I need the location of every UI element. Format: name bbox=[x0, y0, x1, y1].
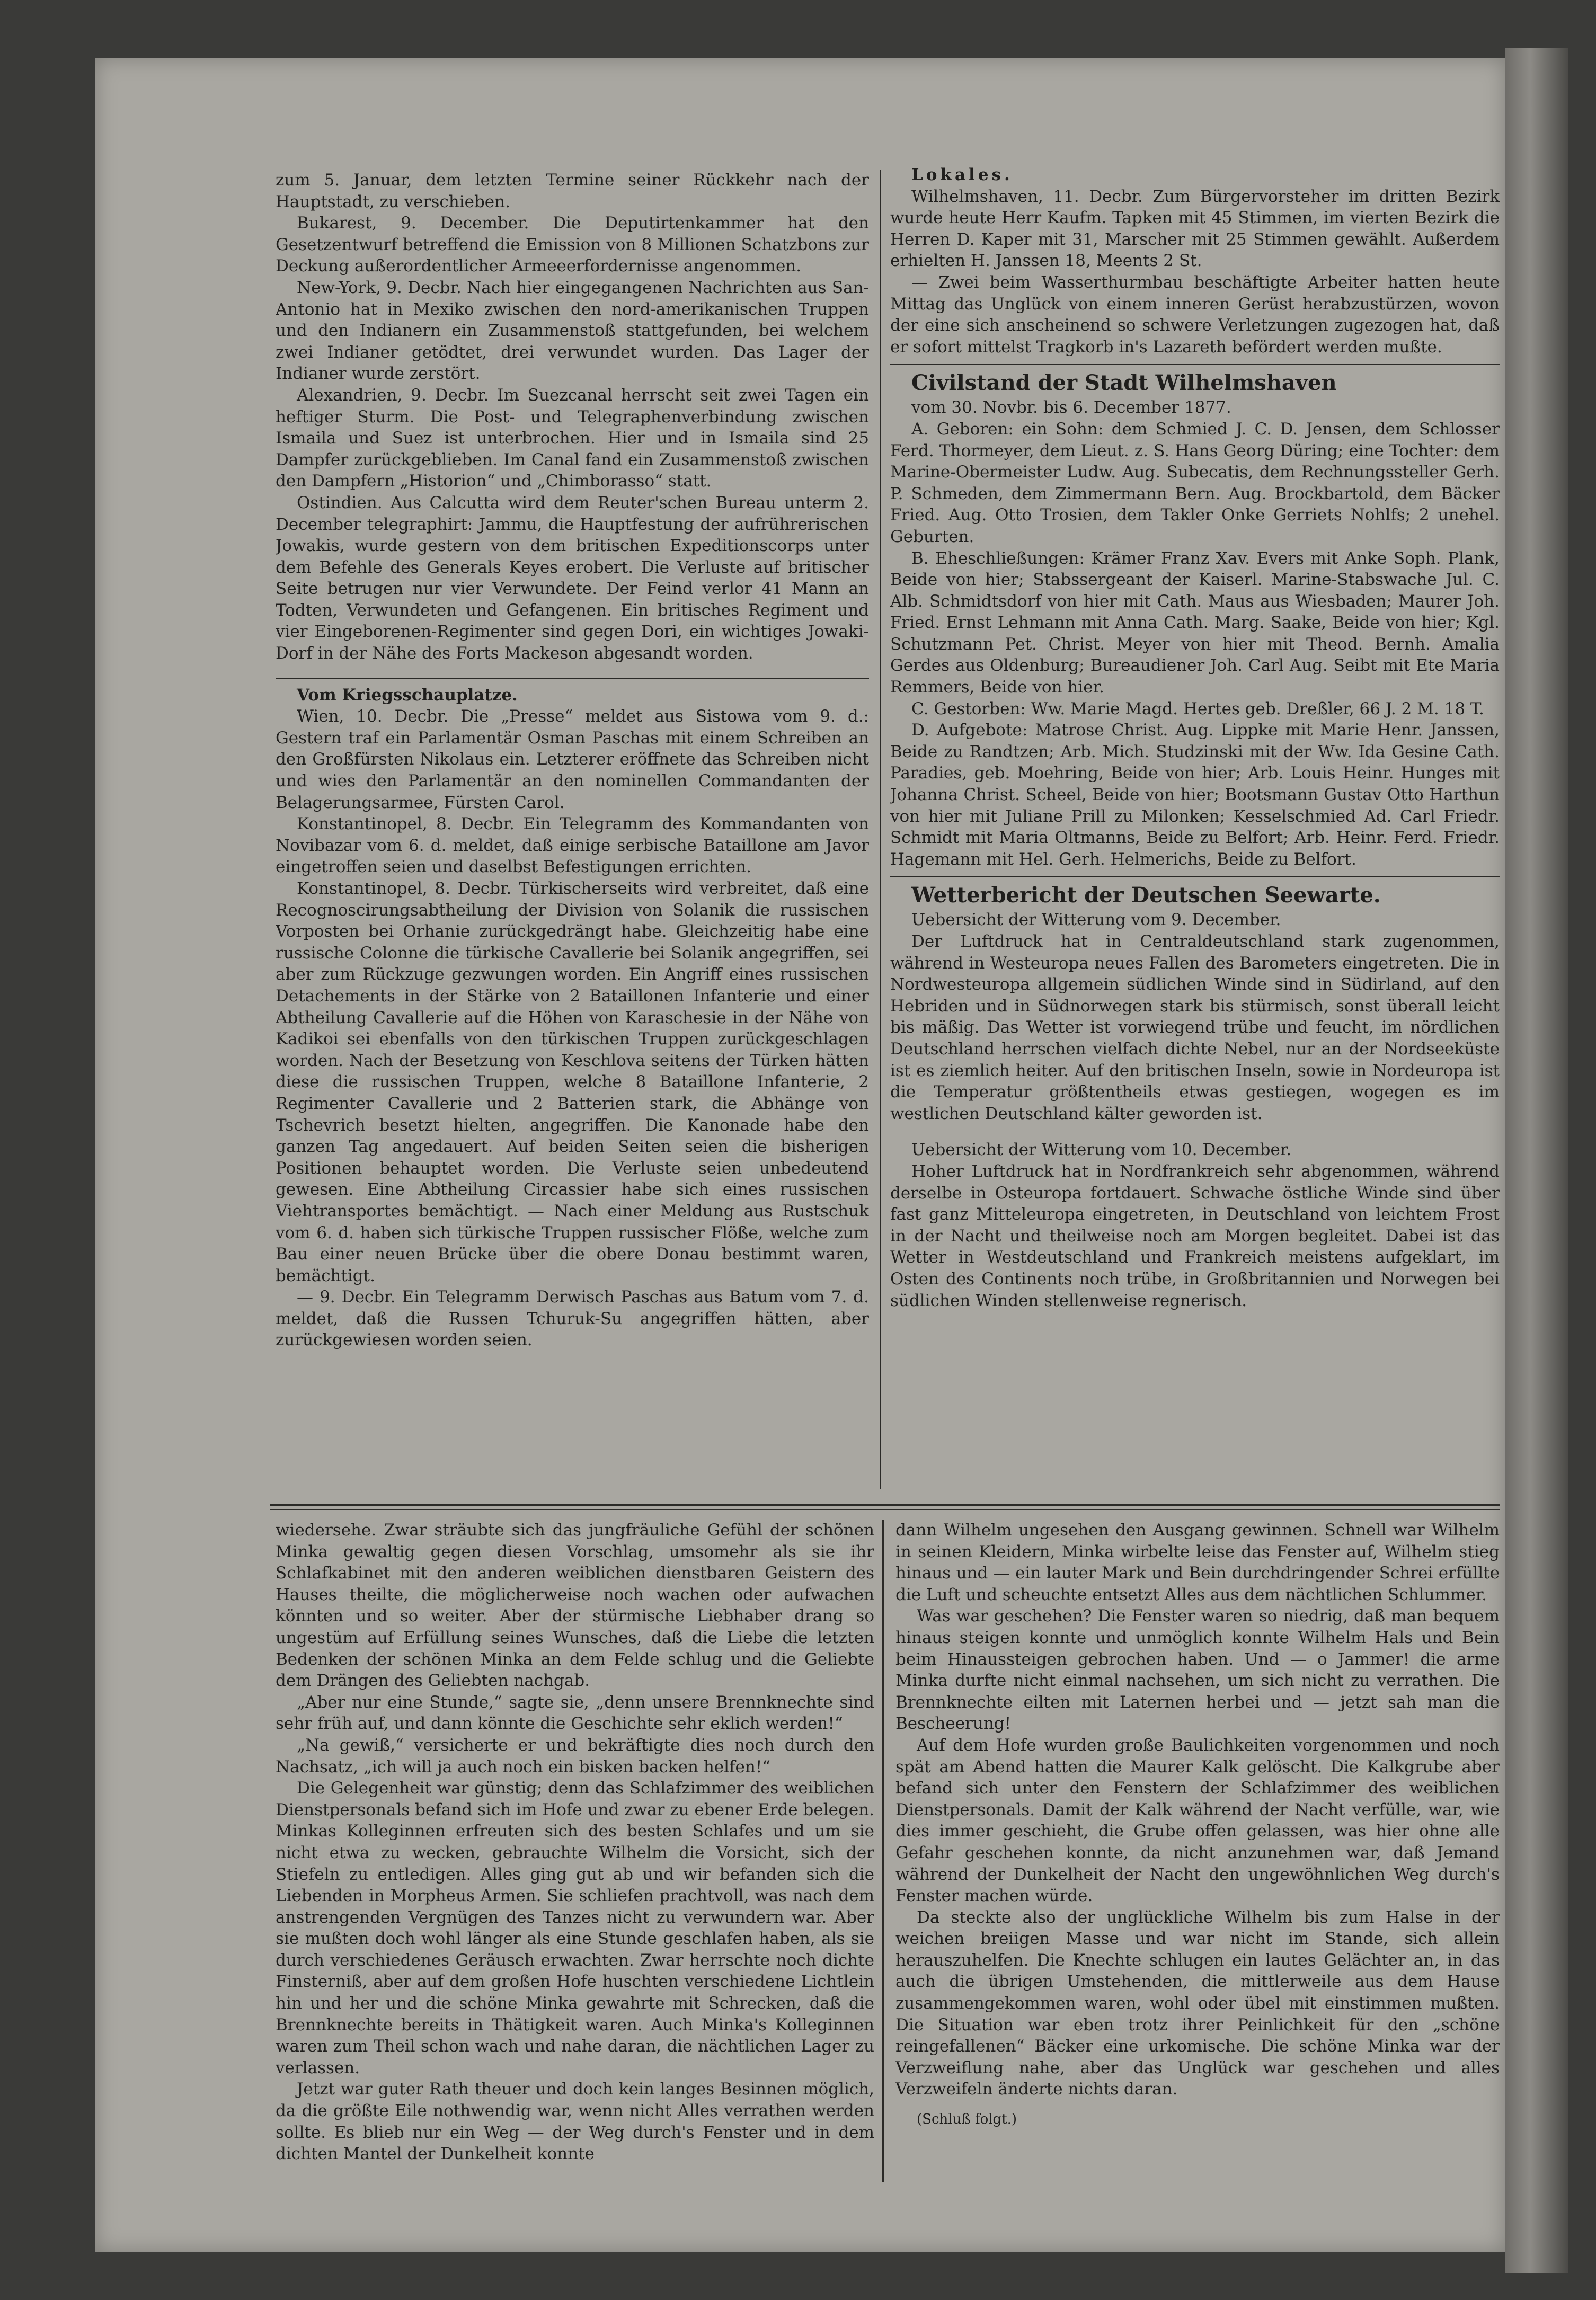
story-paragraph: Was war geschehen? Die Fenster waren so niedrig, daß man bequem hinaus steigen konnte und unmöglich konnte Wilhelm Hals und Bein beim Hinaussteigen gebrochen haben. Und — o Jammer! die arme Minka durfte nicht einmal nachsehen, um sich nicht zu verrathen. Die Brennknechte eilten mit Laternen herbei und — jetzt sah man die Bescheerung! bbox=[895, 1606, 1500, 1734]
war-paragraph: Konstantinopel, 8. Decbr. Türkischerseits wird verbreitet, daß eine Recognoscirungsabtheilung der Division von Solanik die russischen Vorposten bei Orhanie zurückgedrängt habe. Gleichzeitig habe eine russische Colonne die türkische Cavallerie bei Solanik angegriffen, sei aber zum Rückzuge gezwungen worden. Ein Angriff eines russischen Detachements in der Stärke von 2 Bataillonen Infanterie und einer Abtheilung Cavallerie auf die Höhen von Karaschesie in der Nähe von Kadikoi sei ebenfalls von den türkischen Truppen zurückgeschlagen worden. Nach der Besetzung von Keschlova seitens der Türken hätten diese die russischen Truppen, welche 8 Bataillone Infanterie, 2 Regimenter Cavallerie und 2 Batterien stark, die Abhänge von Tschevrich besetzt hielten, angegriffen. Die Kanonade habe den ganzen Tag angedauert. Auf beiden Seiten seien die bisherigen Positionen behauptet worden. Die Verluste seien unbedeutend gewesen. Eine Abtheilung Circassier habe sich eines russischen Viehtransportes bemächtigt. — Nach einer Meldung aus Rustschuk vom 6. d. haben sich türkische Truppen russischer Flöße, welche zum Bau einer neuen Brücke über die obere Donau bestimmt waren, bemächtigt. bbox=[276, 879, 869, 1285]
story-paragraph: Jetzt war guter Rath theuer und doch kein langes Besinnen möglich, da die größte Eile nothwendig war, wenn nicht Alles verrathen werden sollte. Es blieb nur ein Weg — der Weg durch's Fenster und in dem dichten Mantel der Dunkelheit konnte bbox=[276, 2080, 874, 2164]
story-paragraph: „Na gewiß,“ versicherte er und bekräftigte dies noch durch den Nachsatz, „ich will ja auch noch ein bisken backen helfen!“ bbox=[276, 1735, 874, 1777]
news-paragraph: New-York, 9. Decbr. Nach hier eingegangenen Nachrichten aus San-Antonio hat in Mexiko zwischen den nord-amerikanischen Truppen und den Indianern ein Zusammenstoß stattgefunden, bei welchem zwei Indianer getödtet, drei verwundet wurden. Das Lager der Indianer wurde zerstört. bbox=[276, 278, 869, 384]
civil-subheading: vom 30. Novbr. bis 6. December 1877. bbox=[911, 398, 1231, 418]
local-paragraph: — Zwei beim Wasserthurmbau beschäftigte Arbeiter hatten heute Mittag das Unglück von einem inneren Gerüst herabzustürzen, wovon der eine sich anscheinend so schwere Verletzungen zugezogen hat, daß er sofort mittelst Tragkorb in's Lazareth befördert werden mußte. bbox=[890, 272, 1500, 357]
news-paragraph: Bukarest, 9. December. Die Deputirtenkammer hat den Gesetzentwurf betreffend die Emission von 8 Millionen Schatzbons zur Deckung außerordentlicher Armeeerfordernisse angenommen. bbox=[276, 214, 869, 276]
war-paragraph: Wien, 10. Decbr. Die „Presse“ meldet aus Sistowa vom 9. d.: Gestern traf ein Parlamentär Osman Paschas mit einem Schreiben an den Großfürsten Nikolaus ein. Letzterer eröffnete das Schreiben nicht und wies den Parlamentär an den nominellen Commandanten der Belagerungsarmee, Fürsten Carol. bbox=[276, 707, 869, 812]
story-paragraph: Auf dem Hofe wurden große Baulichkeiten vorgenommen und noch spät am Abend hatten die Maurer Kalk gelöscht. Die Kalkgrube aber befand sich unter den Fenstern der Schlafzimmer des weiblichen Dienstpersonals. Damit der Kalk während der Nacht verfülle, war, wie dies immer geschieht, die Grube offen gelassen, was hier ohne alle Gefahr geschehen konnte, da nicht anzunehmen war, daß Jemand während der Dunkelheit der Nacht den ungewöhnlichen Weg durch's Fenster machen würde. bbox=[895, 1735, 1500, 1906]
news-paragraph: Ostindien. Aus Calcutta wird dem Reuter'schen Bureau unterm 2. December telegraphirt: Jammu, die Hauptfestung der aufrührerischen Jowakis, wurde gestern von dem britischen Expeditionscorps unter dem Befehle des Generals Keyes erobert. Die Verluste auf britischer Seite betrugen nur vier Verwundete. Der Feind verlor 41 Mann an Todten, Verwundeten und Gefangenen. Ein britisches Regiment und vier Eingeborenen-Regimenter sind gegen Dori, ein wichtiges Jowaki-Dorf in der Nähe des Forts Mackeson abgesandt worden. bbox=[276, 493, 869, 663]
war-paragraph: — 9. Decbr. Ein Telegramm Derwisch Paschas aus Batum vom 7. d. meldet, daß die Russen Tchuruk-Su angegriffen hätten, aber zurückgewiesen worden seien. bbox=[276, 1287, 869, 1350]
top-right-column bbox=[890, 164, 1500, 1489]
top-left-column bbox=[276, 170, 869, 1478]
story-paragraph: „Aber nur eine Stunde,“ sagte sie, „denn unsere Brennknechte sind sehr früh auf, und dann könnte die Geschichte sehr eklich werden!“ bbox=[276, 1692, 874, 1734]
civil-paragraph: A. Geboren: ein Sohn: dem Schmied J. C. D. Jensen, dem Schlosser Ferd. Thormeyer, dem Lieut. z. S. Hans Georg Düring; eine Tochter: dem Marine-Obermeister Ludw. Aug. Subecatis, dem Rechnungssteller Gerh. P. Schmeden, dem Zimmermann Bern. Aug. Brockbartold, dem Bäcker Fried. Aug. Otto Trosien, dem Takler Onke Gerriets Nohlfs; 2 unehel. Geburten. bbox=[890, 419, 1500, 546]
news-paragraph: zum 5. Januar, dem letzten Termine seiner Rückkehr nach der Hauptstadt, zu verschieben. bbox=[276, 171, 869, 211]
feuilleton-left-column bbox=[276, 1520, 874, 2177]
civil-paragraph: D. Aufgebote: Matrose Christ. Aug. Lippke mit Marie Henr. Janssen, Beide zu Randtzen; Arb. Mich. Studzinski mit der Ww. Ida Gesine Cath. Paradies, geb. Moehring, Beide von hier; Arb. Louis Heinr. Hunges mit Johanna Christ. Scheel, Beide von hier; Bootsmann Gustav Otto Harthun von hier mit Juliane Prill zu Milonken; Kesselschmied Ad. Carl Friedr. Schmidt mit Maria Oltmanns, Beide zu Belfort; Arb. Heinr. Ferd. Friedr. Hagemann mit Hel. Gerh. Helmerichs, Beide zu Belfort. bbox=[890, 721, 1500, 869]
civil-paragraph: C. Gestorben: Ww. Marie Magd. Hertes geb. Dreßler, 66 J. 2 M. 18 T. bbox=[911, 699, 1484, 718]
weather-paragraph: Hoher Luftdruck hat in Nordfrankreich sehr abgenommen, während derselbe in Osteuropa fortdauert. Schwache östliche Winde sind über fast ganz Mitteleuropa eingetreten, in Deutschland von leichtem Frost in der Nacht und theilweise noch am Morgen begleitet. Dabei ist das Wetter in Westdeutschland und Frankreich meistens aufgeklart, im Osten des Continents noch trübe, in Großbritannien und Norwegen bei südlichen Winden stellenweise regnerisch. bbox=[890, 1161, 1500, 1310]
feuilleton-right-column bbox=[895, 1520, 1500, 2177]
news-paragraph: Alexandrien, 9. Decbr. Im Suezcanal herrscht seit zwei Tagen ein heftiger Sturm. Die Post- und Telegraphenverbindung zwischen Ismaila und Suez ist unterbrochen. Hier und in Ismaila sind 25 Dampfer zurückgeblieben. Im Canal fand ein Zusammenstoß zwischen den Dampfern „Historion“ und „Chimborasso“ statt. bbox=[276, 385, 869, 491]
local-paragraph: Wilhelmshaven, 11. Decbr. Zum Bürgervorsteher im dritten Bezirk wurde heute Herr Kaufm. Tapken mit 45 Stimmen, im vierten Bezirk die Herren D. Kaper mit 31, Marscher mit 25 Stimmen gewählt. Außerdem erhielten H. Janssen 18, Meents 2 St. bbox=[890, 187, 1500, 271]
civil-paragraph: B. Eheschließungen: Krämer Franz Xav. Evers mit Anke Soph. Plank, Beide von hier; Stabssergeant der Kaiserl. Marine-Stabswache Jul. C. Alb. Schmidtsdorf von hier mit Cath. Maus aus Wiesbaden; Maurer Joh. Fried. Ernst Lehmann mit Anna Cath. Marg. Saake, Beide von hier; Kgl. Schutzmann Pet. Christ. Meyer von hier mit Theod. Bernh. Amalia Gerdes aus Oldenburg; Bureaudiener Joh. Carl Aug. Seibt mit Ete Maria Remmers, Beide von hier. bbox=[890, 548, 1500, 697]
story-paragraph: Da steckte also der unglückliche Wilhelm bis zum Halse in der weichen breiigen Masse und war nicht im Stande, sich allein herauszuhelfen. Die Knechte schlugen ein lautes Gelächter an, in das auch die übrigen Umstehenden, die mittlerweile aus dem Hause zusammengekommen waren, wohl oder übel mit einstimmen mußten. Die Situation war eben trotz ihrer Peinlichkeit für den „schöne reingefallenen“ Bäcker eine urkomische. Die schöne Minka war der Verzweiflung nahe, aber das Unglück war geschehen und alles Verzweifeln änderte nichts daran. bbox=[895, 1907, 1500, 2099]
feuilleton-separator bbox=[270, 1504, 1500, 1506]
lokales-heading: Lokales. bbox=[911, 165, 1013, 184]
weather-subheading: Uebersicht der Witterung vom 10. December. bbox=[911, 1140, 1292, 1160]
continued-note: (Schluß folgt.) bbox=[917, 2111, 1017, 2128]
feuilleton-separator-thin bbox=[270, 1509, 1500, 1510]
civil-heading: Civilstand der Stadt Wilhelmshaven bbox=[911, 370, 1337, 396]
story-paragraph: wiedersehe. Zwar sträubte sich das jungfräuliche Gefühl der schönen Minka gewaltig gegen diesen Vorschlag, umsomehr als sie ihr Schlafkabinet mit den anderen weiblichen dienstbaren Geistern des Hauses theilte, die möglicherweise noch wachen oder aufwachen könnten und so weiter. Aber der stürmische Liebhaber drang so ungestüm auf Erfüllung seines Wunsches, daß die Liebe die letzten Bedenken der schönen Minka an dem Felde schlug und die Geliebte dem Drängen des Geliebten nachgab. bbox=[276, 1521, 874, 1691]
weather-paragraph: Der Luftdruck hat in Centraldeutschland stark zugenommen, während in Westeuropa neues Fallen des Barometers eingetreten. Die in Nordwesteuropa allgemein südlichen Winde sind in Südirland, auf den Hebriden und in Südnorwegen stark bis stürmisch, sonst überall leicht bis mäßig. Das Wetter ist vorwiegend trübe und feucht, im nördlichen Deutschland herrschen vielfach dichte Nebel, nur an der Nordseeküste ist es ziemlich heiter. Auf den britischen Inseln, sowie in Nordeuropa ist die Temperatur größtentheils etwas gestiegen, wogegen es im westlichen Deutschland kälter geworden ist. bbox=[890, 932, 1500, 1123]
column-divider-bottom bbox=[882, 1520, 884, 2182]
column-divider bbox=[880, 170, 881, 1489]
war-paragraph: Konstantinopel, 8. Decbr. Ein Telegramm des Kommandanten von Novibazar vom 6. d. meldet, daß einige serbische Bataillone am Javor eingetroffen seien und daselbst Befestigungen errichten. bbox=[276, 814, 869, 877]
story-paragraph: Die Gelegenheit war günstig; denn das Schlafzimmer des weiblichen Dienstpersonals befand sich im Hofe und zwar zu ebener Erde belegen. Minkas Kolleginnen erfreuten sich des besten Schlafes und um sie nicht etwa zu wecken, gebrauchte Wilhelm die Vorsicht, sich der Stiefeln zu entledigen. Alles ging gut ab und wir befanden sich die Liebenden in Morpheus Armen. Sie schliefen prachtvoll, was nach dem anstrengenden Vergnügen des Tanzes nicht zu verwundern war. Aber sie mußten doch wohl länger als eine Stunde geschlafen haben, als sie durch verschiedenes Geräusch erwachten. Zwar herrschte noch dichte Finsterniß, aber auf dem großen Hofe huschten verschiedene Lichtlein hin und her und die schöne Minka gewahrte mit Schrecken, daß die Brennknechte bereits in Thätigkeit waren. Auch Minka's Kolleginnen waren zum Theil schon wach und nahe daran, die nächtlichen Lager zu verlassen. bbox=[276, 1779, 874, 2077]
weather-subheading: Uebersicht der Witterung vom 9. December. bbox=[911, 910, 1281, 930]
page-edge bbox=[1505, 48, 1568, 2273]
war-heading: Vom Kriegsschauplatze. bbox=[297, 685, 518, 705]
weather-heading: Wetterbericht der Deutschen Seewarte. bbox=[911, 883, 1381, 908]
story-paragraph: dann Wilhelm ungesehen den Ausgang gewinnen. Schnell war Wilhelm in seinen Kleidern, Minka wirbelte leise das Fenster auf, Wilhelm stieg hinaus und — ein lauter Mark und Bein durchdringender Schrei erfüllte die Luft und scheuchte entsetzt Alles aus dem nächtlichen Schlummer. bbox=[895, 1521, 1500, 1604]
